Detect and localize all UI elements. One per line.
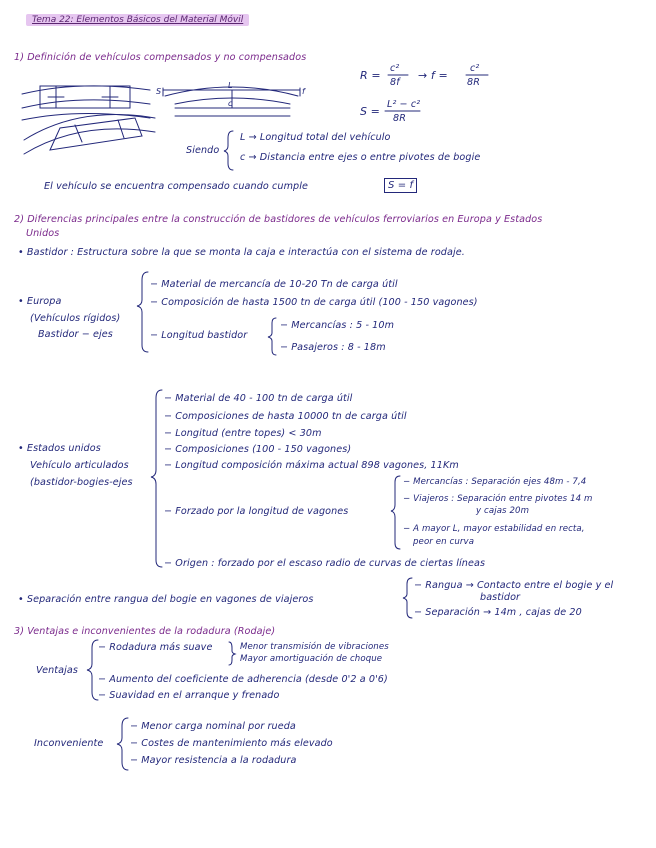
- formula-f-den: 8R: [467, 77, 480, 88]
- separacion-item: − Separación → 14m , cajas de 20: [414, 607, 582, 618]
- forzado-subitem: − A mayor L, mayor estabilidad en recta,: [403, 524, 585, 534]
- formula-S-num: L² − c²: [387, 99, 421, 110]
- section-2-heading: 2) Diferencias principales entre la construcción de bastidores de vehículos ferroviarios en Europa y Estados: [14, 214, 543, 225]
- formula-f-lhs: → f =: [418, 69, 448, 82]
- separacion-label: • Separación entre rangua del bogie en vagones de viajeros: [18, 594, 314, 605]
- europa-label: • Europa: [18, 296, 62, 307]
- usa-item: − Forzado por la longitud de vagones: [164, 506, 349, 517]
- bastidor-definition: • Bastidor : Estructura sobre la que se monta la caja e interactúa con el sistema de rodaje.: [18, 247, 465, 258]
- formula-f-num: c²: [470, 63, 480, 74]
- diagram-label-L: L: [228, 81, 233, 90]
- usa-item: − Longitud (entre topes) < 30m: [164, 428, 322, 439]
- separacion-item: − Rangua → Contacto entre el bogie y el: [414, 580, 614, 591]
- forzado-subitem: − Viajeros : Separación entre pivotes 14 m: [403, 494, 593, 504]
- europa-item: − Composición de hasta 1500 tn de carga útil (100 - 150 vagones): [150, 297, 478, 308]
- diagram-label-S: S: [156, 87, 162, 96]
- usa-item: − Composiciones de hasta 10000 tn de carga útil: [164, 411, 407, 422]
- inconvenientes-item: − Mayor resistencia a la rodadura: [130, 755, 297, 766]
- formula-R-num: c²: [390, 63, 400, 74]
- forzado-subitem-cont: y cajas 20m: [476, 506, 530, 516]
- inconvenientes-item: − Costes de mantenimiento más elevado: [130, 738, 333, 749]
- ventajas-item: − Rodadura más suave: [98, 642, 213, 653]
- definition-L: L → Longitud total del vehículo: [240, 132, 391, 143]
- forzado-subitem: − Mercancías : Separación ejes 48m - 7,4: [403, 477, 587, 487]
- section-1-heading: 1) Definición de vehículos compensados y no compensados: [14, 52, 307, 63]
- separacion-item-cont: bastidor: [480, 592, 521, 603]
- siendo-label: Siendo: [186, 145, 220, 156]
- curved-vehicle-diagram: [24, 114, 155, 154]
- page-title: Tema 22: Elementos Básicos del Material Móvil: [26, 14, 249, 26]
- ventajas-item: − Suavidad en el arranque y frenado: [98, 690, 280, 701]
- diagram-label-c: c: [228, 99, 233, 108]
- europa-sublabel: (Vehículos rígidos): [30, 313, 121, 324]
- usa-item: − Composiciones (100 - 150 vagones): [164, 444, 352, 455]
- usa-label: • Estados unidos: [18, 443, 101, 454]
- europa-subitem: − Mercancías : 5 - 10m: [280, 320, 395, 331]
- usa-sublabel: Vehículo articulados: [30, 460, 129, 471]
- compensation-condition-box: S = f: [384, 178, 417, 193]
- formula-S-lhs: S =: [360, 105, 380, 118]
- usa-item: − Material de 40 - 100 tn de carga útil: [164, 393, 353, 404]
- formula-S-den: 8R: [393, 113, 406, 124]
- inconvenientes-item: − Menor carga nominal por rueda: [130, 721, 296, 732]
- section-3-heading: 3) Ventajas e inconvenientes de la rodadura (Rodaje): [14, 626, 276, 637]
- forzado-subitem-cont: peor en curva: [413, 537, 475, 547]
- ventajas-label: Ventajas: [36, 665, 78, 676]
- europa-item: − Longitud bastidor: [150, 330, 248, 341]
- europa-item: − Material de mercancía de 10-20 Tn de carga útil: [150, 279, 398, 290]
- ventajas-subitem: Menor transmisión de vibraciones: [240, 642, 389, 652]
- formula-R-den: 8f: [390, 77, 400, 88]
- usa-item: − Origen : forzado por el escaso radio de curvas de ciertas líneas: [164, 558, 486, 569]
- diagram-label-f: f: [302, 87, 305, 96]
- usa-sublabel-2: (bastidor-bogies-ejes: [30, 477, 133, 488]
- inconvenientes-label: Inconveniente: [34, 738, 104, 749]
- definition-c: c → Distancia entre ejes o entre pivotes de bogie: [240, 152, 481, 163]
- ventajas-item: − Aumento del coeficiente de adherencia (desde 0'2 a 0'6): [98, 674, 388, 685]
- compensation-conclusion: El vehículo se encuentra compensado cuando cumple: [44, 181, 308, 192]
- section-2-heading-cont: Unidos: [26, 228, 60, 239]
- europa-sublabel-2: Bastidor − ejes: [38, 329, 113, 340]
- europa-subitem: − Pasajeros : 8 - 18m: [280, 342, 386, 353]
- usa-item: − Longitud composición máxima actual 898 vagones, 11Km: [164, 460, 459, 471]
- formula-R-lhs: R =: [360, 69, 381, 82]
- ventajas-subitem: Mayor amortiguación de choque: [240, 654, 383, 664]
